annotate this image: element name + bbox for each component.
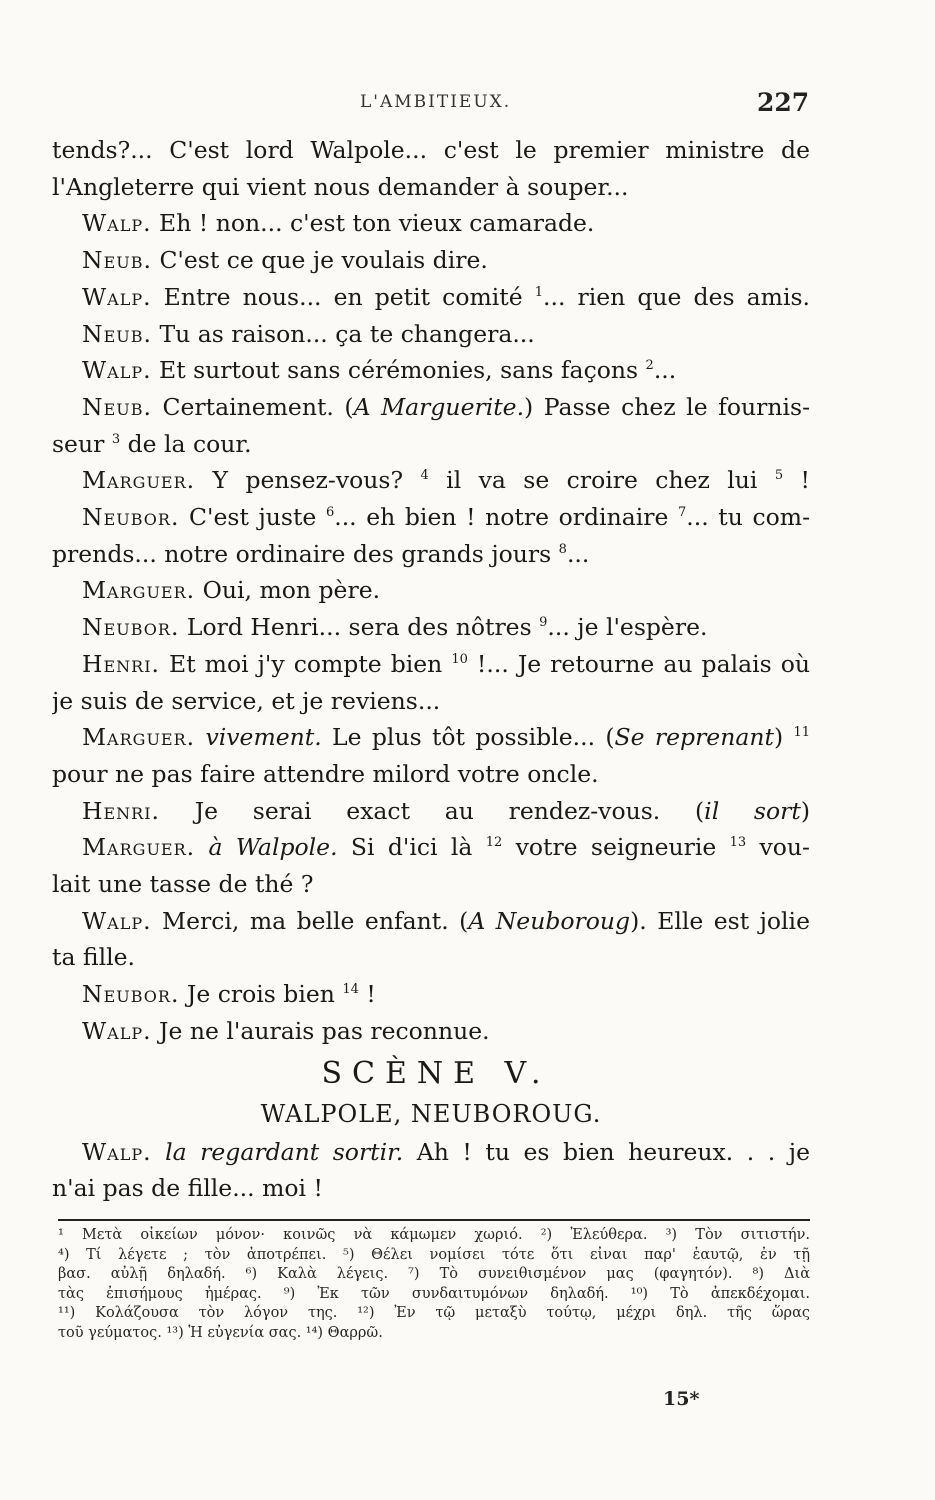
line-text: ! xyxy=(783,466,810,495)
footnote-ref: 8 xyxy=(558,541,567,557)
footnote-ref: 9 xyxy=(539,615,548,631)
speaker-name: Marguer. xyxy=(82,466,196,495)
line-text: vou- xyxy=(746,833,810,862)
page-number: 227 xyxy=(757,88,810,117)
footnote-line: ¹ Μετὰ οἰκείων μόνον· κοινῶς νὰ κάμωμεν χωριό. ²) Ἐλεύθερα. ³) Τὸν σιτιστήν. xyxy=(58,1227,810,1243)
text-line xyxy=(52,352,810,389)
text-line xyxy=(52,462,810,499)
footnote-line: ⁴) Τί λέγετε ; τὸν ἀποτρέπει. ⁵) Θέλει νομίσει τότε ὅτι εἶναι παρ' ἑαυτῷ, ἐν τῇ xyxy=(58,1246,810,1263)
line-text: C'est juste xyxy=(179,503,326,532)
play-text xyxy=(52,132,810,1207)
text-line xyxy=(52,132,810,169)
speaker-name: Neub. xyxy=(82,246,152,275)
line-text: Ah ! tu es bien heureux. . . je xyxy=(403,1137,810,1166)
scene-title: SCÈNE V. xyxy=(321,1055,551,1091)
footnote-ref: 3 xyxy=(111,431,121,447)
line-text: il va se croire chez lui xyxy=(428,466,775,495)
stage-direction: à Walpole. xyxy=(208,833,338,862)
text-line xyxy=(52,903,810,940)
footnotes xyxy=(58,1226,810,1344)
line-text: Lord Henri... sera des nôtres xyxy=(179,613,540,642)
text-line xyxy=(52,536,810,573)
text-line xyxy=(52,242,810,279)
line-text: ta fille. xyxy=(52,943,136,972)
text-line xyxy=(52,939,810,976)
text-line xyxy=(52,683,810,720)
line-text: lait une tasse de thé ? xyxy=(52,870,314,899)
footnote-ref: 2 xyxy=(645,358,654,374)
stage-direction: A Neuboroug xyxy=(468,906,631,935)
line-text: n'ai pas de fille... moi ! xyxy=(52,1174,323,1203)
footnote-ref: 12 xyxy=(485,835,503,851)
line-text: Je ne l'aurais pas reconnue. xyxy=(151,1016,490,1045)
line-text xyxy=(195,723,205,751)
stage-direction: il sort xyxy=(704,796,801,825)
speaker-name: Neub. xyxy=(82,319,152,348)
running-title: L'AMBITIEUX. xyxy=(360,92,512,112)
line-text: Entre nous... en petit comité xyxy=(151,282,535,311)
line-text: ... rien que des amis. xyxy=(543,282,810,311)
footnote-ref: 13 xyxy=(729,835,747,851)
line-text: ... xyxy=(653,356,677,385)
line-text: pour ne pas faire attendre milord votre oncle. xyxy=(52,759,599,788)
line-text: ... xyxy=(566,539,590,568)
footnote-rule xyxy=(58,1219,810,1221)
text-line xyxy=(52,279,810,316)
footnote-line: τοῦ γεύματος. ¹³) Ἡ εὐγενία σας. ¹⁴) Θαρρῶ. xyxy=(58,1324,383,1341)
text-line xyxy=(52,499,810,536)
line-text: Je crois bien xyxy=(179,980,343,1009)
stage-direction: vivement. xyxy=(205,723,322,752)
footnote-ref: 1 xyxy=(534,284,543,300)
line-text: Le plus tôt possible... ( xyxy=(321,723,615,752)
footnote-line: τὰς ἐπισήμους ἡμέρας. ⁹) Ἐκ τῶν συνδαιτυμόνων δηλαδή. ¹⁰) Τὸ ἀπεκδέχομαι. xyxy=(58,1285,810,1302)
text-line xyxy=(52,646,810,683)
speaker-name: Marguer. xyxy=(82,576,196,605)
line-text: Certainement. ( xyxy=(151,392,354,421)
speaker-name: Walp. xyxy=(82,906,152,935)
line-text: Merci, ma belle enfant. ( xyxy=(151,906,469,935)
speaker-name: Neubor. xyxy=(82,613,180,642)
line-text: prends... notre ordinaire des grands jours xyxy=(52,539,559,568)
text-line xyxy=(52,976,810,1013)
line-text: Et moi j'y compte bien xyxy=(160,649,452,678)
speaker-name: Walp. xyxy=(82,356,152,385)
speaker-name: Walp. xyxy=(82,1016,152,1045)
stage-direction: A Marguerite. xyxy=(353,392,525,421)
text-line xyxy=(52,756,810,793)
footnote-ref: 10 xyxy=(451,651,468,667)
text-line xyxy=(52,169,810,206)
footnote-line: βασ. αὐλῇ δηλαδή. ⁶) Καλὰ λέγεις. ⁷) Τὸ συνειθισμένον μας (φαγητόν). ⁸) Διὰ xyxy=(58,1266,810,1283)
line-text: Tu as raison... ça te changera... xyxy=(151,319,535,348)
footnote-ref: 6 xyxy=(325,505,335,521)
text-line xyxy=(52,1170,810,1207)
speaker-name: Walp. xyxy=(82,209,152,238)
text-line xyxy=(52,609,810,646)
line-text: ... eh bien ! notre ordinaire xyxy=(334,503,678,532)
text-line xyxy=(52,793,810,830)
speaker-name: Walp. xyxy=(82,282,152,311)
speaker-name: Henri. xyxy=(82,796,161,825)
text-line xyxy=(52,316,810,353)
footnote-ref: 14 xyxy=(342,982,359,998)
line-text: ) xyxy=(773,723,794,752)
line-text: ... tu com- xyxy=(686,503,810,532)
page-header xyxy=(0,88,935,132)
line-text: ) Passe chez le fournis- xyxy=(524,392,810,421)
line-text: seur xyxy=(52,429,112,458)
text-line xyxy=(52,866,810,903)
speaker-name: Marguer. xyxy=(82,723,196,752)
line-text: tends?... C'est lord Walpole... c'est le premier ministre de xyxy=(52,136,810,164)
line-text: ! xyxy=(358,980,376,1009)
line-text: Y pensez-vous? xyxy=(195,466,421,495)
line-text: Je serai exact au rendez-vous. ( xyxy=(160,796,705,825)
line-text: !... Je retourne au palais où xyxy=(467,649,810,678)
line-text: ) xyxy=(800,796,810,825)
footnote-ref: 11 xyxy=(793,725,810,741)
text-line xyxy=(52,426,810,463)
line-text: ... je l'espère. xyxy=(547,613,708,642)
speaker-name: Marguer. xyxy=(82,833,196,862)
dialogue-block-scene-v xyxy=(52,1134,810,1207)
text-line xyxy=(52,829,810,866)
signature-mark: 15* xyxy=(663,1388,700,1410)
line-text: ). Elle est jolie xyxy=(630,906,810,935)
text-line xyxy=(52,1134,810,1171)
text-line xyxy=(52,572,810,609)
text-line xyxy=(52,205,810,242)
line-text: Oui, mon père. xyxy=(195,576,381,605)
footnote-ref: 4 xyxy=(420,468,429,484)
speaker-name: Neubor. xyxy=(82,503,180,532)
line-text: Eh ! non... c'est ton vieux camarade. xyxy=(151,209,595,238)
speaker-name: Walp. xyxy=(82,1137,152,1166)
line-text: Et surtout sans cérémonies, sans façons xyxy=(151,356,646,385)
footnote-ref: 7 xyxy=(677,505,687,521)
footnote-ref: 5 xyxy=(774,468,784,484)
line-text xyxy=(152,1138,166,1166)
line-text: l'Angleterre qui vient nous demander à souper... xyxy=(52,172,629,201)
line-text: C'est ce que je voulais dire. xyxy=(151,246,488,275)
scene-characters: WALPOLE, NEUBOROUG. xyxy=(260,1099,602,1128)
stage-direction: Se reprenant xyxy=(614,723,774,752)
line-text: votre seigneurie xyxy=(502,833,730,862)
text-line xyxy=(52,1013,810,1050)
line-text: je suis de service, et je reviens... xyxy=(52,686,441,715)
line-text xyxy=(195,833,208,861)
text-line xyxy=(52,389,810,426)
line-text: Si d'ici là xyxy=(337,833,486,862)
footnote-line: ¹¹) Κολάζουσα τὸν λόγον της. ¹²) Ἐν τῷ μεταξὺ τούτῳ, μέχρι δηλ. τῆς ὥρας xyxy=(58,1305,810,1322)
speaker-name: Henri. xyxy=(82,649,161,678)
speaker-name: Neubor. xyxy=(82,980,180,1009)
text-line xyxy=(52,719,810,756)
stage-direction: la regardant sortir. xyxy=(165,1137,404,1166)
speaker-name: Neub. xyxy=(82,392,152,421)
dialogue-block xyxy=(52,132,810,1050)
line-text: de la cour. xyxy=(120,429,252,458)
